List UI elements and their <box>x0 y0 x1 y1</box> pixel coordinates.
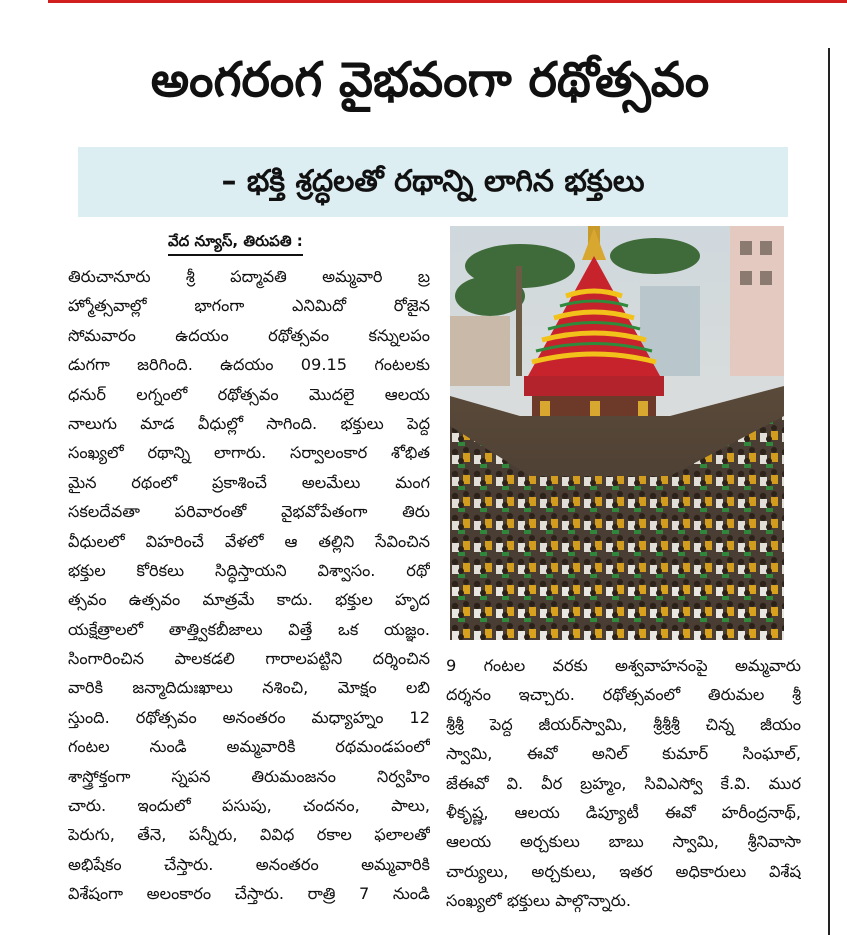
headline: అంగరంగ వైభవంగా రథోత్సవం <box>150 52 710 108</box>
body-line: 9 గంటల వరకు అశ్వవాహనంపై అమ్మవారు <box>446 656 801 675</box>
body-line: నాలుగు మాడ వీధుల్లో సాగింది. భక్తులు పెద్ద <box>68 413 430 433</box>
body-line: సంఖ్యలో భక్తులు పాల్గొన్నారు. <box>446 891 632 911</box>
body-line: చార్యులు, అర్చకులు, ఇతర అధికారులు విశేష <box>446 861 801 881</box>
body-line: హ్మోత్సవాల్లో భాగంగా ఎనిమిదో రోజైన <box>68 296 430 316</box>
body-line: పెరుగు, తేనె, పన్నీరు, వివిధ రకాల ఫలాలతో <box>68 825 430 845</box>
body-line: విశేషంగా అలంకారం చేస్తారు. రాత్రి 7 నుండి <box>68 884 430 904</box>
body-line: ఆలయ అర్చకులు బాబు స్వామి, శ్రీనివాసా <box>446 832 801 852</box>
chariot-procession-photo <box>450 226 784 640</box>
top-accent-rule <box>48 0 847 3</box>
subheadline: – భక్తి శ్రద్ధలతో రథాన్ని లాగిన భక్తులు <box>78 147 788 217</box>
column-divider-rule <box>828 48 830 935</box>
body-line: గంటల నుండి అమ్మవారికి రథమండపంలో <box>68 737 430 757</box>
body-line: తిరుచానూరు శ్రీ పద్మావతి అమ్మవారి బ్ర <box>68 267 430 286</box>
body-line: శాస్త్రోక్తంగా స్నపన తిరుమంజనం నిర్వహిం <box>68 766 430 786</box>
body-line: చారు. ఇందులో పసుపు, చందనం, పాలు, <box>68 796 430 816</box>
body-line: సంఖ్యలో రథాన్ని లాగారు. సర్వాలంకార శోభిత <box>68 443 430 463</box>
body-line: ధనుర్ లగ్నంలో రథోత్సవం మొదలై ఆలయ <box>68 384 430 404</box>
body-line: అభిషేకం చేస్తారు. అనంతరం అమ్మవారికి <box>68 854 430 874</box>
body-line: సోమవారం ఉదయం రథోత్సవం కన్నులపం <box>68 325 430 345</box>
body-line: త్సవం ఉత్సవం మాత్రమే కాదు. భక్తుల హృద <box>68 590 430 610</box>
body-line: భక్తుల కోరికలు సిద్ధిస్తాయని విశ్వాసం. రథో <box>68 560 430 580</box>
body-line: స్తుంది. రథోత్సవం అనంతరం మధ్యాహ్నం 12 <box>68 707 430 727</box>
body-line: దర్శనం ఇచ్చారు. రథోత్సవంలో తిరుమల శ్రీ <box>446 685 801 705</box>
body-line: శ్రీశ్రీ పెద్ద జీయర్‌స్వామి, శ్రీశ్రీశ్రీ చిన్న జీయం <box>446 714 801 734</box>
body-line: ళీకృష్ణ, ఆలయ డిప్యూటీ ఈవో హరీంద్రనాథ్, <box>446 802 801 822</box>
body-line: స్వామి, ఈవో అనిల్ కుమార్ సింఘాల్, <box>446 744 801 764</box>
dateline: వేద న్యూస్, తిరుపతి : <box>168 228 303 256</box>
article-body-left-column <box>68 262 430 909</box>
body-line: మైన రథంలో ప్రకాశించే అలమేలు మంగ <box>68 472 430 492</box>
body-line: జేఈవో వి. వీర బ్రహ్మం, సివిఎస్వో కే.వి. ముర <box>446 773 801 793</box>
body-line: వీధులలో విహరించే వేళలో ఆ తల్లిని సేవించిన <box>68 531 430 551</box>
body-line: వారికి జన్మాదిదుఃఖాలు నశించి, మోక్షం లబి <box>68 678 430 698</box>
article-body-right-column <box>446 651 801 916</box>
body-line: డుగగా జరిగింది. ఉదయం 09.15 గంటలకు <box>68 355 430 375</box>
body-line: సింగారించిన పాలకడలి గారాలపట్టిని దర్శించిన <box>68 649 430 669</box>
body-line: యక్షేత్రాలలో తాత్త్వికబీజాలు విత్తే ఒక యజ్ఞం. <box>68 619 430 639</box>
body-line: సకలదేవతా పరివారంతో వైభవోపేతంగా తిరు <box>68 502 430 522</box>
